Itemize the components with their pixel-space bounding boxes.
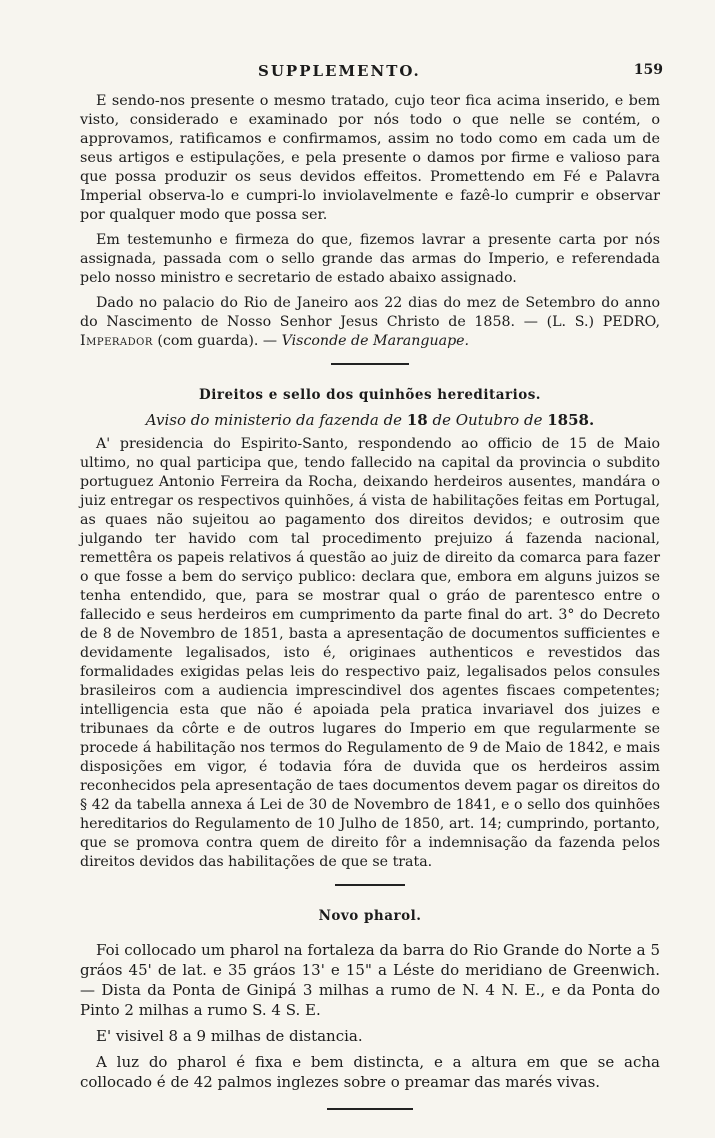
section-heading-direitos: Direitos e sello dos quinhões hereditarios.	[199, 387, 541, 403]
signature-guard: (com guarda). —	[152, 333, 282, 349]
section-divider	[331, 363, 409, 365]
aviso-text: Aviso do ministerio da fazenda de	[145, 411, 403, 429]
signature-minister: Visconde de Maranguape.	[281, 333, 470, 349]
section-heading-pharol: Novo pharol.	[318, 908, 422, 924]
pharol-visibility-paragraph: E' visivel 8 a 9 milhas de distancia.	[96, 1027, 363, 1045]
aviso-day: 18	[406, 411, 428, 429]
signature-paragraph	[80, 294, 660, 351]
aviso-subheading	[80, 411, 660, 429]
signature-text: Dado no palacio do Rio de Janeiro aos 22 dias do mez de Setembro do anno do Nascimento de Nosso Senhor Jesus Christo de 1858. — (L. S.) PEDRO,	[80, 295, 660, 330]
inheritance-duties-section	[80, 387, 660, 872]
end-divider	[327, 1108, 413, 1110]
page-body	[80, 92, 660, 1110]
pharol-light-paragraph: A luz do pharol é fixa e bem distincta, e a altura em que se acha collocado é de 42 palmos inglezes sobre o preamar das marés vivas.	[80, 1053, 660, 1091]
aviso-year: 1858.	[547, 411, 595, 429]
section-divider	[335, 884, 405, 886]
ratification-paragraph: E sendo-nos presente o mesmo tratado, cujo teor fica acima inserido, e bem visto, considerado e examinado por nós todo o que nelle se contém, o approvamos, ratificamos e confirmamos, assim no todo como em cada um de seus artigos e estipulações, e pela presente o damos por firme e valioso para que possa produzir os seus devidos effeitos. Promettendo em Fé e Palavra Imperial observa-lo e cumpri-lo inviolavelmente e fazê-lo cumprir e observar por qualquer modo que possa ser.	[80, 93, 660, 223]
running-header	[0, 62, 715, 84]
signature-title: Imperador	[80, 333, 153, 349]
testimony-paragraph: Em testemunho e firmeza do que, fizemos lavrar a presente carta por nós assignada, passada com o sello grande das armas do Imperio, e referendada pelo nosso ministro e secretario de estado abaixo assignado.	[80, 232, 660, 286]
aviso-text-2: de Outubro de	[432, 411, 543, 429]
pharol-location-paragraph: Foi collocado um pharol na fortaleza da barra do Rio Grande do Norte a 5 gráos 45' de lat. e 35 gráos 13' e 15" a Léste do meridiano de Greenwich. — Dista da Ponta de Ginipá 3 milhas a rumo de N. 4 N. E., e da Ponta do Pinto 2 milhas a rumo S. 4 S. E.	[80, 941, 660, 1019]
treaty-ratification-section	[80, 92, 660, 351]
page-number: 159	[633, 62, 663, 78]
running-title: SUPPLEMENTO.	[258, 62, 421, 80]
lighthouse-section	[80, 908, 660, 1092]
aviso-body-paragraph: A' presidencia do Espirito-Santo, respondendo ao officio de 15 de Maio ultimo, no qual participa que, tendo fallecido na capital da provincia o subdito portuguez Antonio Ferreira da Rocha, deixando herdeiros ausentes, mandára o juiz entregar os respectivos quinhões, á vista de habilitações feitas em Portugal, as quaes não sujeitou ao pagamento dos direitos devidos; e outrosim que julgando ter havido com tal procedimento prejuizo á fazenda nacional, remettêra os papeis relativos á questão ao juiz de direito da comarca para fazer o que fosse a bem do serviço publico: declara que, embora em alguns juizos se tenha entendido, que, para se mostrar qual o gráo de parentesco entre o fallecido e seus herdeiros em cumprimento da parte final do art. 3° do Decreto de 8 de Novembro de 1851, basta a apresentação de documentos sufficientes e devidamente legalisados, isto é, originaes authenticos e revestidos das formalidades exigidas pelas leis do respectivo paiz, legalisados pelos consules brasileiros com a audiencia imprescindivel dos agentes fiscaes competentes; intelligencia esta que não é apoiada pela pratica invariavel dos juizes e tribunaes da côrte e de outros lugares do Imperio em que regularmente se procede á habilitação nos termos do Regulamento de 9 de Maio de 1842, e mais disposições em vigor, é todavia fóra de duvida que os herdeiros assim reconhecidos pela apresentação de taes documentos devem pagar os direitos do § 42 da tabella annexa á Lei de 30 de Novembro de 1841, e o sello dos quinhões hereditarios do Regulamento de 10 Julho de 1850, art. 14; cumprindo, portanto, que se promova contra quem de direito fôr a indemnisação da fazenda pelos direitos devidos das habilitações de que se trata.	[80, 436, 660, 870]
